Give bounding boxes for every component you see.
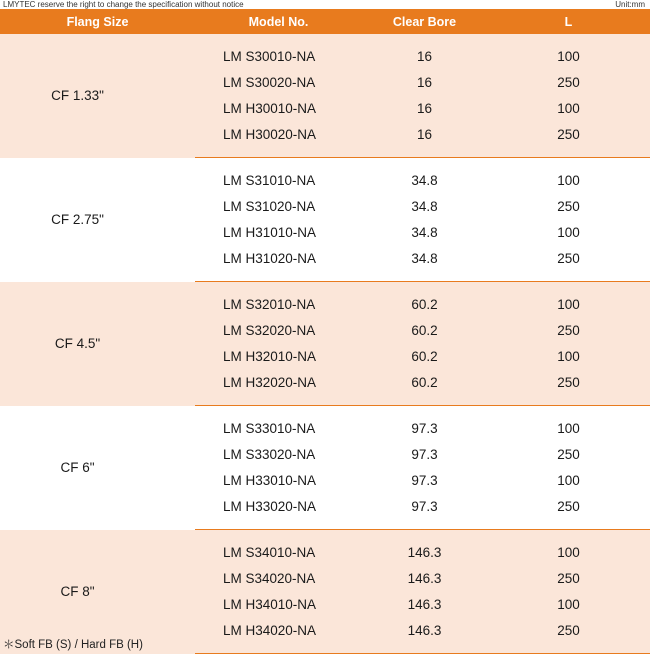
clear-bore-cell: 16 [362, 121, 487, 147]
model-no-cell: LM S30020-NA [195, 70, 362, 96]
clear-bore-cell: 60.2 [362, 369, 487, 395]
model-no-cell: LM S32020-NA [195, 318, 362, 344]
flang-size-cell: CF 6" [0, 406, 195, 530]
spacer-cell [362, 395, 487, 406]
model-no-cell: LM H31020-NA [195, 245, 362, 271]
model-no-cell: LM S34010-NA [195, 540, 362, 566]
spacer-cell [487, 530, 650, 541]
spacer-cell [487, 271, 650, 282]
model-no-cell: LM S33010-NA [195, 416, 362, 442]
clear-bore-cell: 16 [362, 44, 487, 70]
model-no-cell: LM H32020-NA [195, 369, 362, 395]
spacer-cell [362, 530, 487, 541]
spacer-cell [362, 34, 487, 44]
spacer-cell [195, 519, 362, 530]
spacer-cell [362, 158, 487, 169]
model-no-cell: LM S33020-NA [195, 442, 362, 468]
l-cell: 250 [487, 194, 650, 220]
l-cell: 100 [487, 468, 650, 494]
spacer-cell [195, 147, 362, 158]
clear-bore-cell: 34.8 [362, 168, 487, 194]
clear-bore-cell: 146.3 [362, 540, 487, 566]
col-header-flang-size: Flang Size [0, 9, 195, 34]
clear-bore-cell: 97.3 [362, 493, 487, 519]
size-group [0, 282, 650, 406]
size-group [0, 530, 650, 654]
clear-bore-cell: 146.3 [362, 592, 487, 618]
table-header-row [0, 9, 650, 34]
l-cell: 100 [487, 292, 650, 318]
spacer-cell [195, 395, 362, 406]
clear-bore-cell: 97.3 [362, 416, 487, 442]
flang-size-cell: CF 2.75" [0, 158, 195, 282]
clear-bore-cell: 60.2 [362, 292, 487, 318]
spacer-cell [487, 519, 650, 530]
spacer-cell [487, 147, 650, 158]
spacer-cell [487, 282, 650, 293]
clear-bore-cell: 97.3 [362, 442, 487, 468]
clear-bore-cell: 34.8 [362, 194, 487, 220]
model-no-cell: LM S34020-NA [195, 566, 362, 592]
l-cell: 100 [487, 168, 650, 194]
spacer-cell [362, 147, 487, 158]
unit-label: Unit:mm [615, 0, 645, 9]
spacer-cell [195, 34, 362, 44]
clear-bore-cell: 34.8 [362, 220, 487, 246]
l-cell: 250 [487, 245, 650, 271]
model-no-cell: LM H34020-NA [195, 617, 362, 643]
spacer-cell [195, 158, 362, 169]
clear-bore-cell: 146.3 [362, 617, 487, 643]
l-cell: 250 [487, 566, 650, 592]
model-no-cell: LM H33010-NA [195, 468, 362, 494]
l-cell: 100 [487, 96, 650, 122]
l-cell: 250 [487, 318, 650, 344]
l-cell: 250 [487, 617, 650, 643]
group-spacer [0, 530, 650, 541]
l-cell: 100 [487, 344, 650, 370]
l-cell: 100 [487, 416, 650, 442]
flang-size-cell: CF 1.33" [0, 34, 195, 158]
l-cell: 250 [487, 442, 650, 468]
group-spacer [0, 282, 650, 293]
clear-bore-cell: 146.3 [362, 566, 487, 592]
l-cell: 250 [487, 121, 650, 147]
l-cell: 100 [487, 220, 650, 246]
model-no-cell: LM H34010-NA [195, 592, 362, 618]
spacer-cell [362, 271, 487, 282]
clear-bore-cell: 16 [362, 96, 487, 122]
col-header-l: L [487, 9, 650, 34]
disclaimer-text: LMYTEC reserve the right to change the specification without notice [3, 0, 244, 9]
model-no-cell: LM S31020-NA [195, 194, 362, 220]
spacer-cell [195, 282, 362, 293]
model-no-cell: LM H33020-NA [195, 493, 362, 519]
l-cell: 100 [487, 592, 650, 618]
size-group [0, 34, 650, 158]
clear-bore-cell: 60.2 [362, 318, 487, 344]
l-cell: 250 [487, 369, 650, 395]
clear-bore-cell: 97.3 [362, 468, 487, 494]
size-group [0, 158, 650, 282]
model-no-cell: LM H30020-NA [195, 121, 362, 147]
group-spacer [0, 406, 650, 417]
flang-size-cell: CF 4.5" [0, 282, 195, 406]
model-no-cell: LM H31010-NA [195, 220, 362, 246]
spacer-cell [487, 34, 650, 44]
spacer-cell [362, 519, 487, 530]
model-no-cell: LM S32010-NA [195, 292, 362, 318]
spec-notice-bar [3, 0, 645, 9]
col-header-clear-bore: Clear Bore [362, 9, 487, 34]
group-spacer [0, 34, 650, 44]
l-cell: 100 [487, 44, 650, 70]
clear-bore-cell: 34.8 [362, 245, 487, 271]
footnote: ＊Soft FB (S) / Hard FB (H) [3, 639, 143, 651]
spec-table [0, 9, 650, 654]
l-cell: 100 [487, 540, 650, 566]
group-spacer [0, 158, 650, 169]
spacer-cell [487, 395, 650, 406]
spacer-cell [362, 406, 487, 417]
spacer-cell [195, 271, 362, 282]
l-cell: 250 [487, 70, 650, 96]
clear-bore-cell: 60.2 [362, 344, 487, 370]
spacer-cell [195, 530, 362, 541]
model-no-cell: LM H30010-NA [195, 96, 362, 122]
l-cell: 250 [487, 493, 650, 519]
spacer-cell [487, 158, 650, 169]
clear-bore-cell: 16 [362, 70, 487, 96]
model-no-cell: LM S30010-NA [195, 44, 362, 70]
spacer-cell [195, 406, 362, 417]
flang-size-cell: CF 8" [0, 530, 195, 654]
spacer-cell [487, 406, 650, 417]
model-no-cell: LM S31010-NA [195, 168, 362, 194]
col-header-model-no: Model No. [195, 9, 362, 34]
spacer-cell [362, 282, 487, 293]
model-no-cell: LM H32010-NA [195, 344, 362, 370]
size-group [0, 406, 650, 530]
